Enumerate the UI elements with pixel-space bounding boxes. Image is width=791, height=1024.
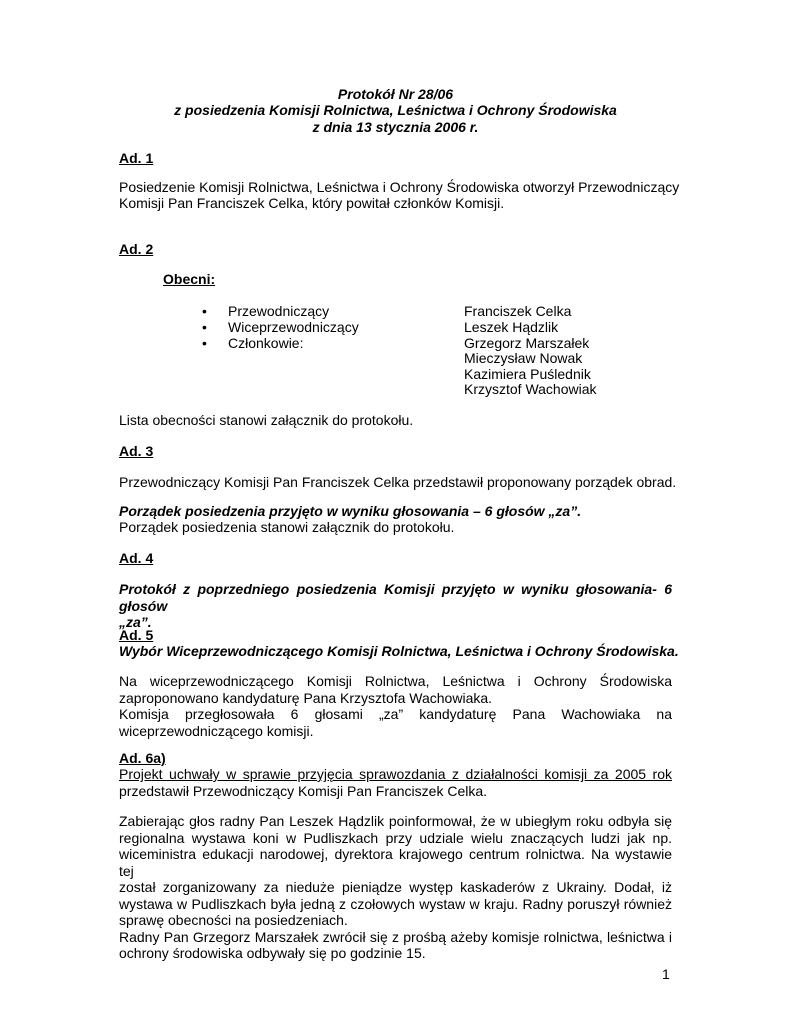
- ad5-paragraph: [119, 673, 672, 739]
- ad6a-para-line: wystawa w Pudliszkach była jedną z czołowych wystaw w kraju. Radny poruszył również: [119, 895, 672, 912]
- member-name: Grzegorz Marszałek: [464, 335, 590, 351]
- protocol-subtitle: z posiedzenia Komisji Rolnictwa, Leśnictwa i Ochrony Środowiska: [174, 102, 617, 118]
- member-name: Mieczysław Nowak: [464, 350, 583, 366]
- member-name: Krzysztof Wachowiak: [464, 381, 597, 397]
- draft-resolution-link[interactable]: Projekt uchwały w sprawie przyjęcia sprawozdania z działalności komisji za 2005 rok: [119, 766, 672, 782]
- ad5-line: Komisja przegłosowała 6 głosami „za” kandydaturę Pana Wachowiaka na: [119, 706, 672, 722]
- ad6a-para-line: sprawę obecności na posiedzeniach.: [119, 912, 348, 928]
- page-number: 1: [662, 966, 670, 982]
- ad1-heading: Ad. 1: [119, 150, 154, 166]
- protocol-date: z dnia 13 stycznia 2006 r.: [312, 119, 479, 135]
- member-name: Leszek Hądzlik: [464, 319, 559, 335]
- ad5-line: zaproponowano kandydaturę Pana Krzysztofa Wachowiaka.: [119, 689, 493, 706]
- ad3-vote: Porządek posiedzenia przyjęto w wyniku głosowania – 6 głosów „za”.: [119, 503, 582, 519]
- ad6a-line: przedstawił Przewodniczący Komisji Pan Franciszek Celka.: [119, 782, 488, 799]
- ad6a-discussion: [119, 813, 672, 962]
- ad5-title: Wybór Wiceprzewodniczącego Komisji Rolnictwa, Leśnictwa i Ochrony Środowiska.: [119, 643, 679, 659]
- role-item: • Członkowie:: [228, 335, 303, 352]
- ad6a-para-line: Radny Pan Grzegorz Marszałek zwrócił się z prośbą ażeby komisje rolnictwa, leśnictwa i: [119, 928, 672, 945]
- ad6a-intro: [119, 766, 672, 799]
- ad6a-para-line: został zorganizowany za nieduże pieniądze występ kaskaderów z Ukrainy. Dodał, iż: [119, 879, 672, 895]
- ad6a-heading: Ad. 6a): [119, 750, 166, 766]
- ad6a-para-line: regionalna wystawa koni w Pudliszkach przy udziale wielu znaczących ludzi jak np.: [119, 829, 672, 846]
- ad1-line: Posiedzenie Komisji Rolnictwa, Leśnictwa i Ochrony Środowiska otworzył Przewodniczący: [119, 179, 680, 195]
- member-name: Kazimiera Puślednik: [464, 366, 591, 382]
- ad3-text: Przewodniczący Komisji Pan Franciszek Celka przedstawił proponowany porządek obrad.: [119, 474, 677, 490]
- ad6a-para-line: Zabierając głos radny Pan Leszek Hądzlik poinformował, że w ubiegłym roku odbyła się: [119, 813, 672, 829]
- ad5-line: Na wiceprzewodniczącego Komisji Rolnictwa, Leśnictwa i Ochrony Środowiska: [119, 673, 672, 689]
- role-item: • Wiceprzewodniczący: [228, 319, 359, 336]
- protocol-title: Protokół Nr 28/06: [337, 86, 454, 102]
- ad4-heading: Ad. 4: [119, 550, 154, 566]
- ad4-line: „za”.: [119, 614, 152, 630]
- role-item: • Przewodniczący: [228, 303, 329, 320]
- ad5-line: wiceprzewodniczącego komisji.: [119, 722, 314, 739]
- attendance-note: Lista obecności stanowi załącznik do protokołu.: [119, 412, 414, 428]
- ad4-line: Protokół z poprzedniego posiedzenia Komisji przyjęto w wyniku głosowania- 6 głosów: [119, 581, 672, 614]
- ad2-heading: Ad. 2: [119, 241, 154, 257]
- ad1-line: Komisji Pan Franciszek Celka, który powitał członków Komisji.: [119, 195, 505, 211]
- ad4-vote: [119, 581, 672, 631]
- ad6a-para-line: wiceministra edukacji narodowej, dyrektora krajowego centrum rolnictwa. Na wystawie tej: [119, 846, 672, 879]
- ad5-heading: Ad. 5: [119, 627, 154, 643]
- member-name: Franciszek Celka: [464, 303, 572, 319]
- present-label: Obecni:: [163, 271, 216, 287]
- ad6a-para-line: ochrony środowiska odbywały się po godzinie 15.: [119, 945, 426, 961]
- ad3-note: Porządek posiedzenia stanowi załącznik do protokołu.: [119, 519, 455, 535]
- ad3-heading: Ad. 3: [119, 443, 154, 459]
